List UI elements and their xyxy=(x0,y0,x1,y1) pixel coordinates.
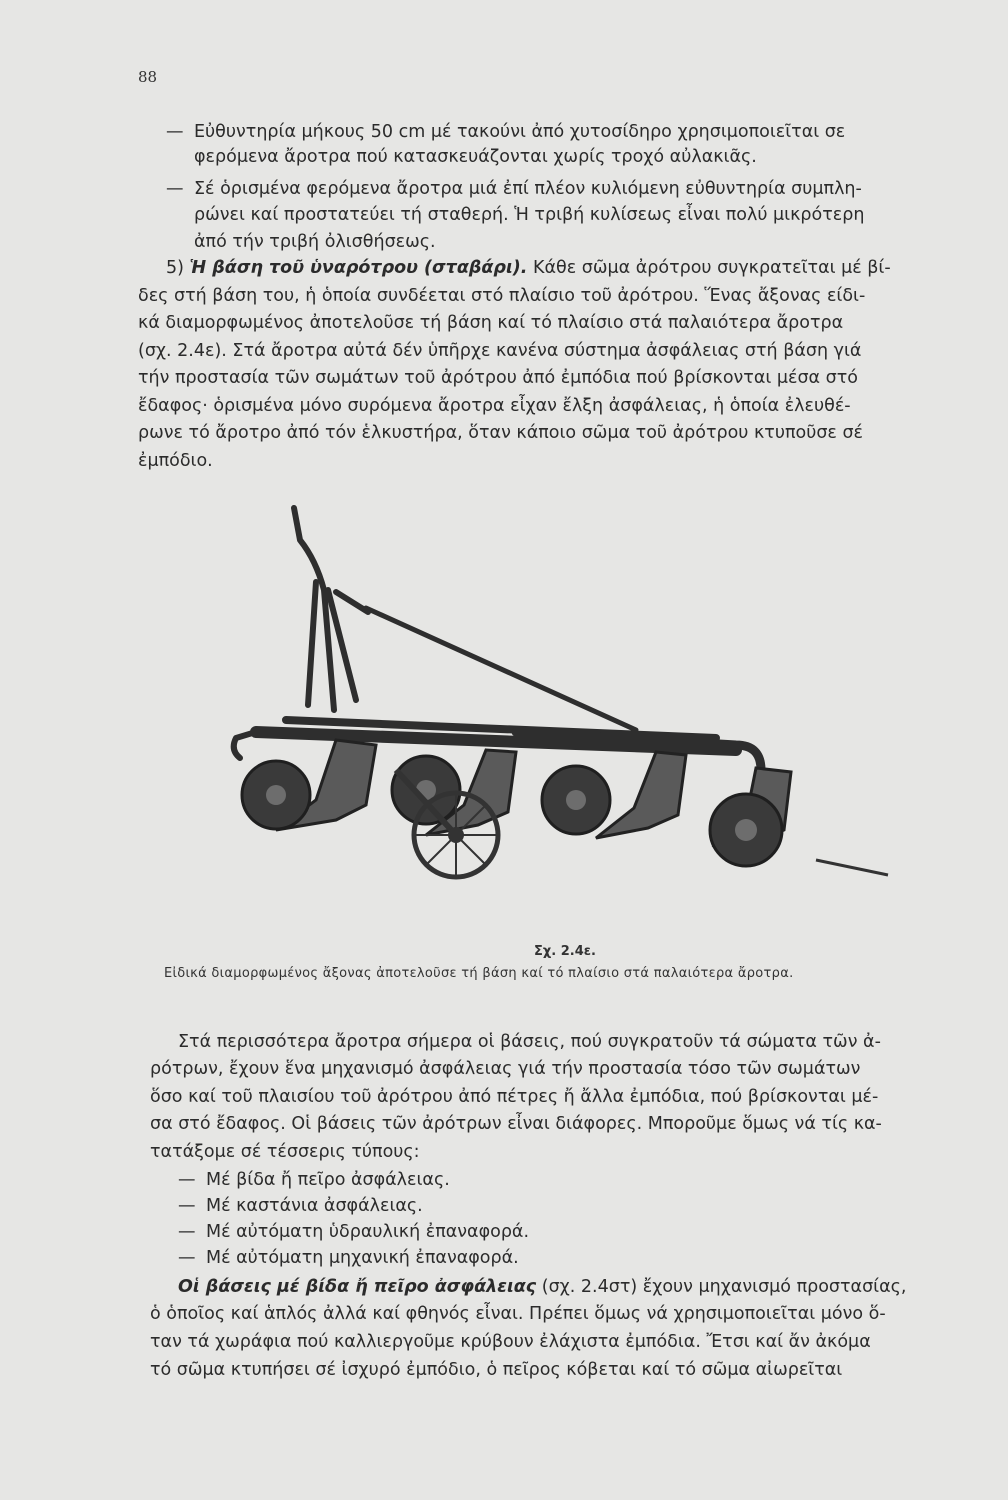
text-line: τήν προστασία τῶν σωμάτων τοῦ ἀρότρου ἀπό ἐμπόδια πού βρίσκονται μέσα στό xyxy=(138,368,858,388)
list-item-dash: — Μέ αὐτόματη μηχανική ἐπαναφορά. xyxy=(178,1248,519,1268)
section-heading: Ἡ βάση τοῦ ὑναρότρου (σταβάρι). xyxy=(189,258,528,278)
section-heading-line xyxy=(178,1275,906,1299)
text-line: ἔδαφος· ὁρισμένα μόνο συρόμενα ἄροτρα εἶχαν ἔλξη ἀσφάλειας, ἡ ὁποία ἐλευθέ- xyxy=(138,396,851,416)
text-line: Στά περισσότερα ἄροτρα σήμερα οἱ βάσεις, πού συγκρατοῦν τά σώματα τῶν ἀ- xyxy=(178,1032,881,1052)
text-line: Σέ ὁρισμένα φερόμενα ἄροτρα μιά ἐπί πλέον κυλιόμενη εὐθυντηρία συμπλη- xyxy=(194,179,862,199)
text-line: ὁ ὁποῖος καί ἁπλός ἀλλά καί φθηνός εἶναι. Πρέπει ὅμως νά χρησιμοποιεῖται μόνο ὅ- xyxy=(150,1304,886,1324)
section-heading: Οἱ βάσεις μέ βίδα ἤ πεῖρο ἀσφάλειας xyxy=(178,1277,537,1297)
list-item: Μέ καστάνια ἀσφάλειας. xyxy=(206,1196,423,1216)
text-line: (σχ. 2.4ε). Στά ἄροτρα αὐτά δέν ὑπῆρχε κανένα σύστημα ἀσφάλειας στή βάση γιά xyxy=(138,341,862,361)
text-line: ἀπό τήν τριβή ὀλισθήσεως. xyxy=(194,232,436,252)
text-line: σα στό ἔδαφος. Οἱ βάσεις τῶν ἀρότρων εἶναι διάφορες. Μποροῦμε ὅμως νά τίς κα- xyxy=(150,1114,882,1134)
list-item-dash: — Μέ καστάνια ἀσφάλειας. xyxy=(178,1196,423,1216)
list-item-dash: — Μέ βίδα ἤ πεῖρο ἀσφάλειας. xyxy=(178,1170,450,1190)
section-number: 5) xyxy=(166,258,184,278)
list-item-dash: — Εὐθυντηρία μήκους 50 cm μέ τακούνι ἀπό χυτοσίδηρο χρησιμοποιεῖται σε xyxy=(166,122,846,142)
list-item: Μέ αὐτόματη μηχανική ἐπαναφορά. xyxy=(206,1248,519,1268)
text-line: ταν τά χωράφια πού καλλιεργοῦμε κρύβουν ἐλάχιστα ἐμπόδια. Ἔτσι καί ἄν ἀκόμα xyxy=(150,1332,871,1352)
plough-figure xyxy=(216,500,896,910)
text-line: ρότρων, ἔχουν ἕνα μηχανισμό ἀσφάλειας γιά τήν προστασία τόσο τῶν σωμάτων xyxy=(150,1059,861,1079)
text-line: δες στή βάση του, ἡ ὁποία συνδέεται στό πλαίσιο τοῦ ἀρότρου. Ἕνας ἄξονας είδι- xyxy=(138,286,866,306)
text-line: Εὐθυντηρία μήκους 50 cm μέ τακούνι ἀπό χυτοσίδηρο χρησιμοποιεῖται σε xyxy=(194,122,846,142)
page-number: 88 xyxy=(138,68,158,86)
plough-illustration xyxy=(216,500,896,910)
text-line: (σχ. 2.4στ) ἔχουν μηχανισμό προστασίας, xyxy=(541,1277,907,1297)
list-item: Μέ βίδα ἤ πεῖρο ἀσφάλειας. xyxy=(206,1170,450,1190)
list-item-dash: — Σέ ὁρισμένα φερόμενα ἄροτρα μιά ἐπί πλέον κυλιόμενη εὐθυντηρία συμπλη- xyxy=(166,179,862,199)
list-item: Μέ αὐτόματη ὑδραυλική ἐπαναφορά. xyxy=(206,1222,530,1242)
text-line: τατάξομε σέ τέσσερις τύπους: xyxy=(150,1142,420,1162)
section-heading-line xyxy=(166,256,891,280)
text-line: κά διαμορφωμένος ἀποτελοῦσε τή βάση καί τό πλαίσιο στά παλαιότερα ἄροτρα xyxy=(138,313,844,333)
text-line: ρώνει καί προστατεύει τή σταθερή. Ἡ τριβή κυλίσεως εἶναι πολύ μικρότερη xyxy=(194,205,865,225)
list-item-dash: — Μέ αὐτόματη ὑδραυλική ἐπαναφορά. xyxy=(178,1222,530,1242)
text-line: ρωνε τό ἄροτρο ἀπό τόν ἑλκυστήρα, ὅταν κάποιο σῶμα τοῦ ἀρότρου κτυποῦσε σέ xyxy=(138,423,864,443)
figure-caption: Εἰδικά διαμορφωμένος ἄξονας ἀποτελοῦσε τή βάση καί τό πλαίσιο στά παλαιότερα ἄροτρα. xyxy=(164,966,794,981)
text-line: Κάθε σῶμα ἀρότρου συγκρατεῖται μέ βί- xyxy=(533,258,891,278)
text-line: φερόμενα ἄροτρα πού κατασκευάζονται χωρίς τροχό αὐλακιᾶς. xyxy=(194,147,757,167)
text-line: τό σῶμα κτυπήσει σέ ἰσχυρό ἐμπόδιο, ὁ πεῖρος κόβεται καί τό σῶμα αἰωρεῖται xyxy=(150,1360,843,1380)
text-line: ὅσο καί τοῦ πλαισίου τοῦ ἀρότρου ἀπό πέτρες ἤ ἄλλα ἐμπόδια, πού βρίσκονται μέ- xyxy=(150,1087,879,1107)
figure-label: Σχ. 2.4ε. xyxy=(534,944,596,959)
text-line: ἐμπόδιο. xyxy=(138,451,213,471)
